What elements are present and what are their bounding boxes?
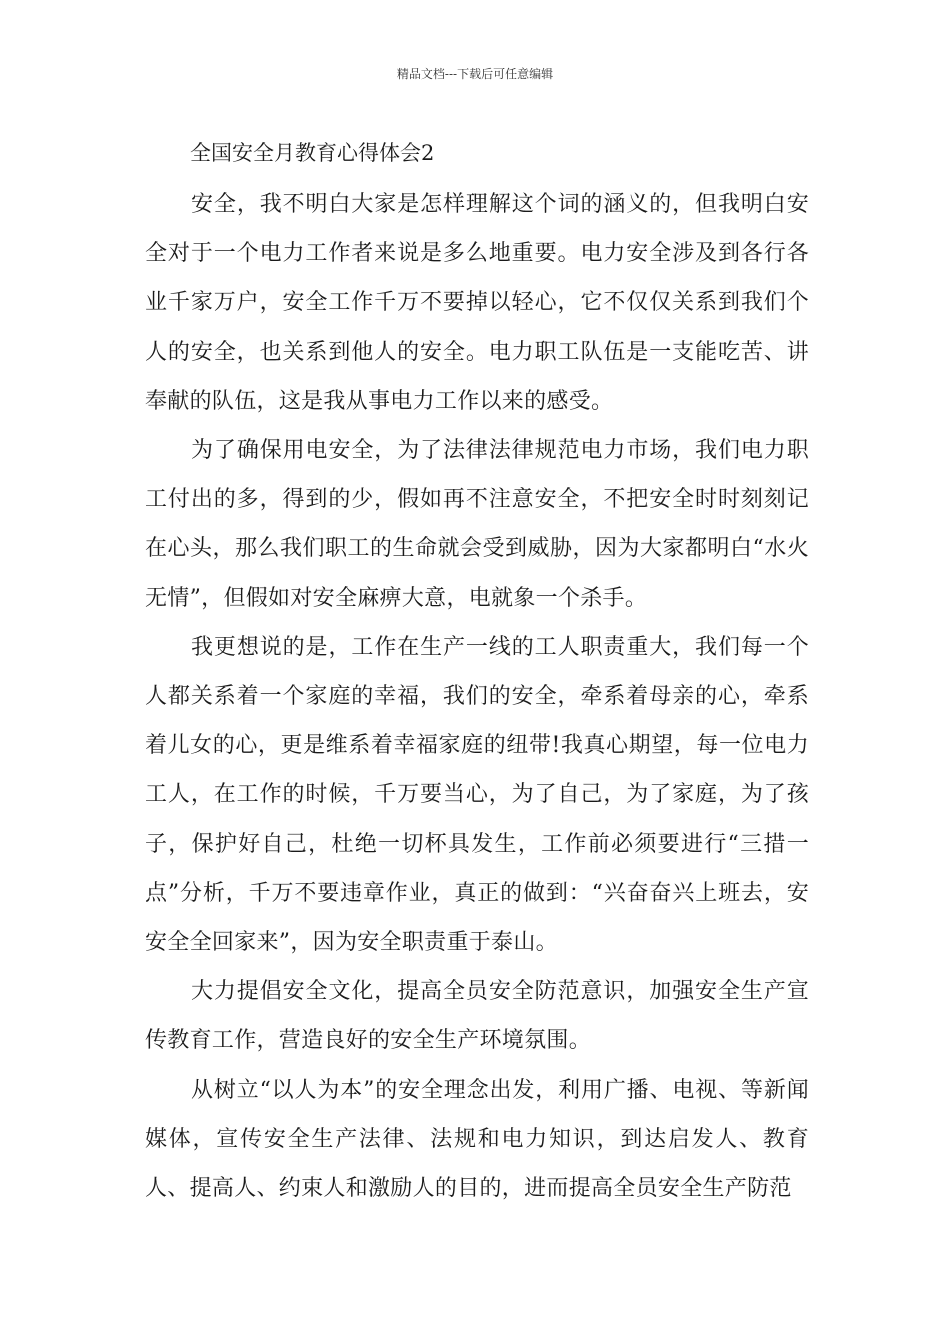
paragraph-3: 我更想说的是，工作在生产一线的工人职责重大，我们每一个人都关系着一个家庭的幸福，我们的安全，牵系着母亲的心，牵系着儿女的心，更是维系着幸福家庭的纽带!我真心期望，每一位电力工人，在工作的时候，千万要当心，为了自己，为了家庭，为了孩子，保护好自己，杜绝一切杯具发生，工作前必须要进行“三措一点”分析，千万不要违章作业，真正的做到：“兴奋奋兴上班去，安安全全回家来”，因为安全职责重于泰山。 (145, 634, 809, 956)
paragraph-5: 从树立“以人为本”的安全理念出发，利用广播、电视、等新闻媒体，宣传安全生产法律、法规和电力知识，到达启发人、教育人、提高人、约束人和激励人的目的，进而提高全员安全生产防范 (145, 1077, 809, 1202)
paragraph-2: 为了确保用电安全，为了法律法律规范电力市场，我们电力职工付出的多，得到的少，假如再不注意安全，不把安全时时刻刻记在心头，那么我们职工的生命就会受到威胁，因为大家都明白“水火无情”，但假如对安全麻痹大意，电就象一个杀手。 (145, 438, 809, 611)
document-title: 全国安全月教育心得体会2 (190, 141, 435, 165)
paragraph-1: 安全，我不明白大家是怎样理解这个词的涵义的，但我明白安全对于一个电力工作者来说是多么地重要。电力安全涉及到各行各业千家万户，安全工作千万不要掉以轻心，它不仅仅关系到我们个人的安全，也关系到他人的安全。电力职工队伍是一支能吃苦、讲奉献的队伍，这是我从事电力工作以来的感受。 (145, 192, 809, 414)
page-header: 精品文档---下载后可任意编辑 (396, 67, 554, 81)
document-body (145, 180, 809, 1213)
paragraph-4: 大力提倡安全文化，提高全员安全防范意识，加强安全生产宣传教育工作，营造良好的安全生产环境氛围。 (145, 979, 809, 1054)
